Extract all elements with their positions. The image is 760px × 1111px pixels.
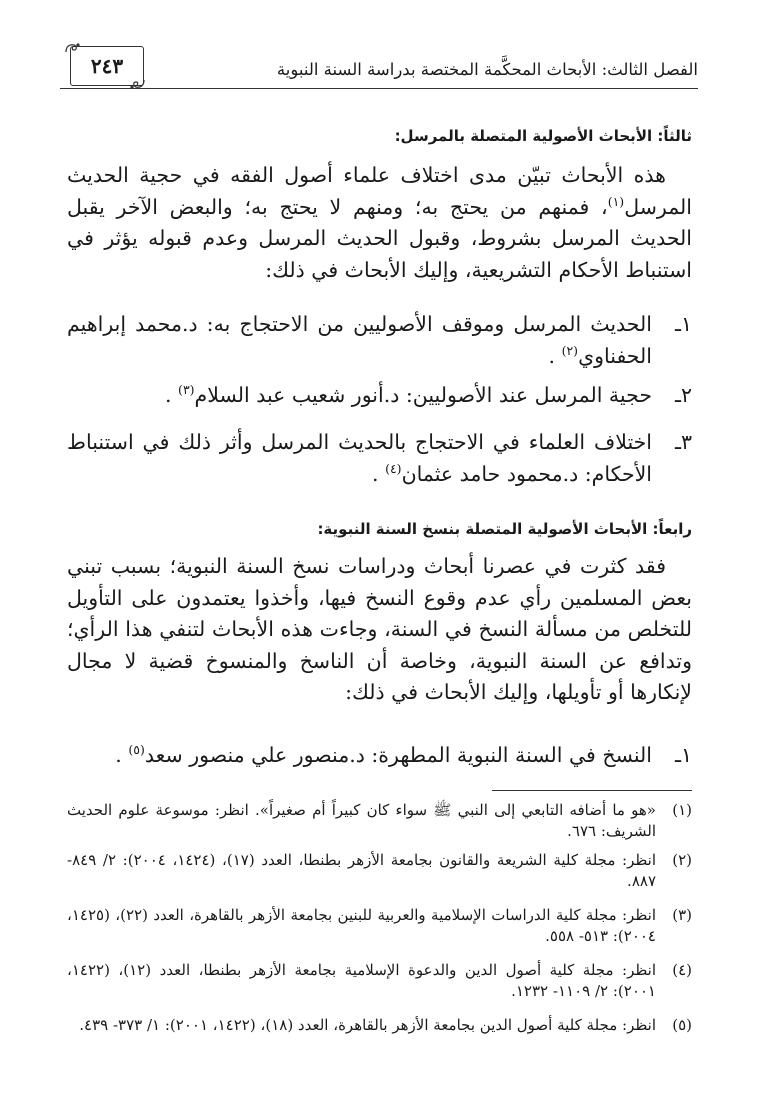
list-item-number: ١ـ: [674, 312, 692, 336]
list-item-end: .: [372, 461, 379, 486]
page-number: ٢٤٣: [90, 54, 124, 78]
footnote-number: (١): [672, 801, 692, 819]
section-heading-mursal: ثالثاً: الأبحاث الأصولية المتصلة بالمرسل:: [394, 127, 692, 145]
paragraph-mursal: [67, 160, 692, 286]
list-item-title: الحديث المرسل وموقف الأصوليين من الاحتجاج به: د.محمد إبراهيم الحفناوي: [67, 312, 652, 368]
corner-ornament-icon: [64, 42, 82, 54]
footnote-ref: (١): [607, 193, 625, 209]
corner-ornament-icon: [128, 78, 146, 90]
list-item-title: النسخ في السنة النبوية المطهرة: د.منصور علي منصور سعد: [144, 743, 652, 767]
list-item-end: .: [164, 383, 172, 407]
list-item-number: ١ـ: [674, 743, 692, 767]
footnote-number: (٢): [672, 851, 692, 869]
list-item-end: .: [115, 743, 122, 767]
running-title: الفصل الثالث: الأبحاث المحكَّمة المختصة بدراسة السنة النبوية: [276, 60, 698, 79]
footnote-number: (٤): [672, 961, 692, 979]
footnote-number: (٥): [672, 1016, 692, 1034]
list-item-title: حجية المرسل عند الأصوليين: د.أنور شعيب عبد السلام: [194, 383, 652, 407]
paragraph-text: هذه الأبحاث تبيّن مدى اختلاف علماء أصول الفقه في حجية الحديث المرسل: [67, 163, 692, 219]
footnote-ref: (٥): [128, 742, 145, 758]
list-item-text: [67, 309, 652, 372]
list-item-text: [67, 380, 652, 412]
footnote-text: انظر: مجلة كلية الشريعة والقانون بجامعة الأزهر بطنطا، العدد (١٧)، (١٤٢٤، ٢٠٠٤): ٢/ ٨٤٩- ٨٨٧.: [67, 851, 656, 890]
footnote-number: (٣): [672, 906, 692, 924]
list-item-title: اختلاف العلماء في الاحتجاج بالحديث المرسل وأثر ذلك في استنباط الأحكام: د.محمود حامد عثمان: [67, 430, 652, 486]
footnote-text: «هو ما أضافه التابعي إلى النبي ﷺ سواء كان كبيراً أم صغيراً». انظر: موسوعة علوم الحديث الشريف: ٦٧٦.: [67, 801, 656, 840]
paragraph-naskh: فقد كثرت في عصرنا أبحاث ودراسات نسخ السنة النبوية؛ بسبب تبني بعض المسلمين رأي عدم وقوع النسخ فيها، وأخذوا يعتمدون على التأويل للتخلص من مسألة النسخ في السنة، وجاءت هذه الأبحاث لتنفي هذا الرأي؛ وتدافع عن السنة النبوية، وخاصة أن الناسخ والمنسوخ قضية لا مجال لإنكارها أو تأويلها، وإليك الأبحاث في ذلك:: [67, 554, 692, 704]
footnote-ref: (٢): [561, 342, 579, 358]
list-item-text: [67, 740, 652, 772]
list-item-number: ٢ـ: [674, 383, 692, 407]
list-item-end: .: [548, 343, 556, 368]
footnote-text: انظر: مجلة كلية أصول الدين بجامعة الأزهر بالقاهرة، العدد (١٨)، (١٤٢٢، ٢٠٠١): ١/ ٣٧٣- ٤٣٩.: [79, 1016, 656, 1034]
paragraph-text: ، فمنهم من يحتج به؛ ومنهم لا يحتج به؛ والبعض الآخر يقبل الحديث المرسل بشروط، وقبول الحديث المرسل وعدم قبوله يؤثر في استنباط الأحكام التشريعية، وإليك الأبحاث في ذلك:: [67, 194, 692, 282]
footnote-text: انظر: مجلة كلية أصول الدين والدعوة الإسلامية بجامعة الأزهر بطنطا، العدد (١٢)، (١٤٢٢، ٢٠٠١): ٢/ ١١٠٩- ١٢٣٢.: [67, 961, 656, 1000]
footnote-rule: [492, 790, 692, 791]
list-item-text: [67, 427, 652, 490]
footnote-ref: (٣): [178, 382, 195, 398]
list-item-number: ٣ـ: [674, 430, 692, 454]
section-heading-naskh: رابعاً: الأبحاث الأصولية المتصلة بنسخ السنة النبوية:: [317, 520, 692, 538]
footnote-text: انظر: مجلة كلية الدراسات الإسلامية والعربية للبنين بجامعة الأزهر بالقاهرة، العدد (٢٢)، (١٤٢٥، ٢٠٠٤): ٥١٣- ٥٥٨.: [67, 906, 656, 945]
footnote-ref: (٤): [385, 460, 402, 476]
header-rule: [60, 88, 698, 89]
